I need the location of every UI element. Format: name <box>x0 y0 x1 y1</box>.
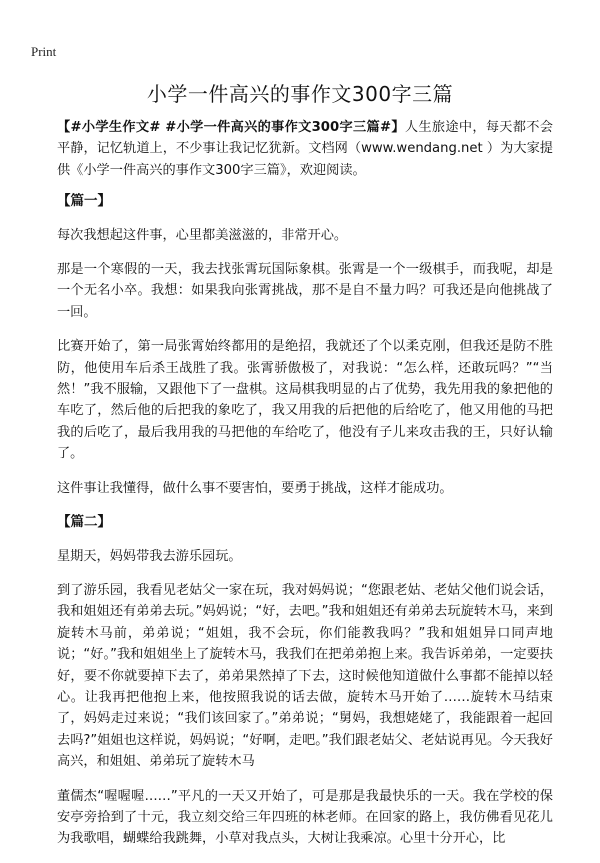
intro-tagline: 【#小学生作文# #小学一件高兴的事作文300字三篇#】 <box>57 120 405 135</box>
print-label: Print <box>31 44 57 59</box>
section-2-paragraph: 董儒杰“喔喔喔……”平凡的一天又开始了，可是那是我最快乐的一天。我在学校的保安亭旁拾到了十元，我立刻交给三年四班的林老师。在回家的路上，我仿佛看见花儿为我歌唱，蝴蝶给我跳舞，小草对我点头，大树让我乘凉。心里十分开心，比 <box>57 788 553 847</box>
section-1-paragraph: 这件事让我懂得，做什么事不要害怕，要勇于挑战，这样才能成功。 <box>57 480 453 496</box>
section-1-paragraph: 每次我想起这件事，心里都美滋滋的，非常开心。 <box>57 227 348 243</box>
intro-paragraph <box>57 117 553 181</box>
intro-text: 人生旅途中，每天都不会平静，记忆轨道上，不少事让我记忆犹新。文档网（www.wendang.net ）为大家提供《小学一件高兴的事作文300字三篇》，欢迎阅读。 <box>57 120 553 178</box>
page-title: 小学一件高兴的事作文300字三篇 <box>146 82 454 106</box>
section-1-paragraph: 比赛开始了，第一局张霄始终都用的是绝招，我就还了个以柔克刚，但我还是防不胜防，他使用车后杀王战胜了我。张霄骄傲极了，对我说：“怎么样，还敢玩吗？”“当然！”我不服输，又跟他下了一盘棋。这局棋我明显的占了优势，我先用我的象把他的车吃了，然后他的后把我的象吃了，我又用我的后把他的后给吃了，他又用他的马把我的后吃了，最后我用我的马把他的车给吃了，他没有子儿来攻击我的王，只好认输了。 <box>57 339 553 462</box>
section-2-paragraph: 星期天，妈妈带我去游乐园玩。 <box>57 548 242 564</box>
section-heading-1: 【篇一】 <box>57 193 111 210</box>
section-1-paragraph: 那是一个寒假的一天，我去找张霄玩国际象棋。张霄是一个一级棋手，而我呢，却是一个无名小卒。我想：如果我向张霄挑战，那不是自不量力吗？可我还是向他挑战了一回。 <box>57 262 553 320</box>
article-body <box>57 117 553 863</box>
section-heading-2: 【篇二】 <box>57 514 111 531</box>
section-2-paragraph: 到了游乐园，我看见老姑父一家在玩，我对妈妈说；“您跟老姑、老姑父他们说会话，我和姐姐还有弟弟去玩。”妈妈说；“好，去吧。”我和姐姐还有弟弟去玩旋转木马，来到旋转木马前，弟弟说；“姐姐，我不会玩，你们能教我吗？”我和姐姐异口同声地说；“好。”我和姐姐坐上了旋转木马，我我们在把弟弟抱上来。我告诉弟弟，一定要扶好，要不你就要掉下去了，弟弟果然掉了下去，这时候他知道做什么事都不能掉以轻心。让我再把他抱上来，他按照我说的话去做，旋转木马开始了……旋转木马结束了，妈妈走过来说；“我们该回家了。”弟弟说；“舅妈，我想姥姥了，我能跟着一起回去吗?”姐姐也这样说，妈妈说；“好啊，走吧。”我们跟老姑父、老姑说再见。今天我好高兴，和姐姐、弟弟玩了旋转木马 <box>57 582 553 770</box>
